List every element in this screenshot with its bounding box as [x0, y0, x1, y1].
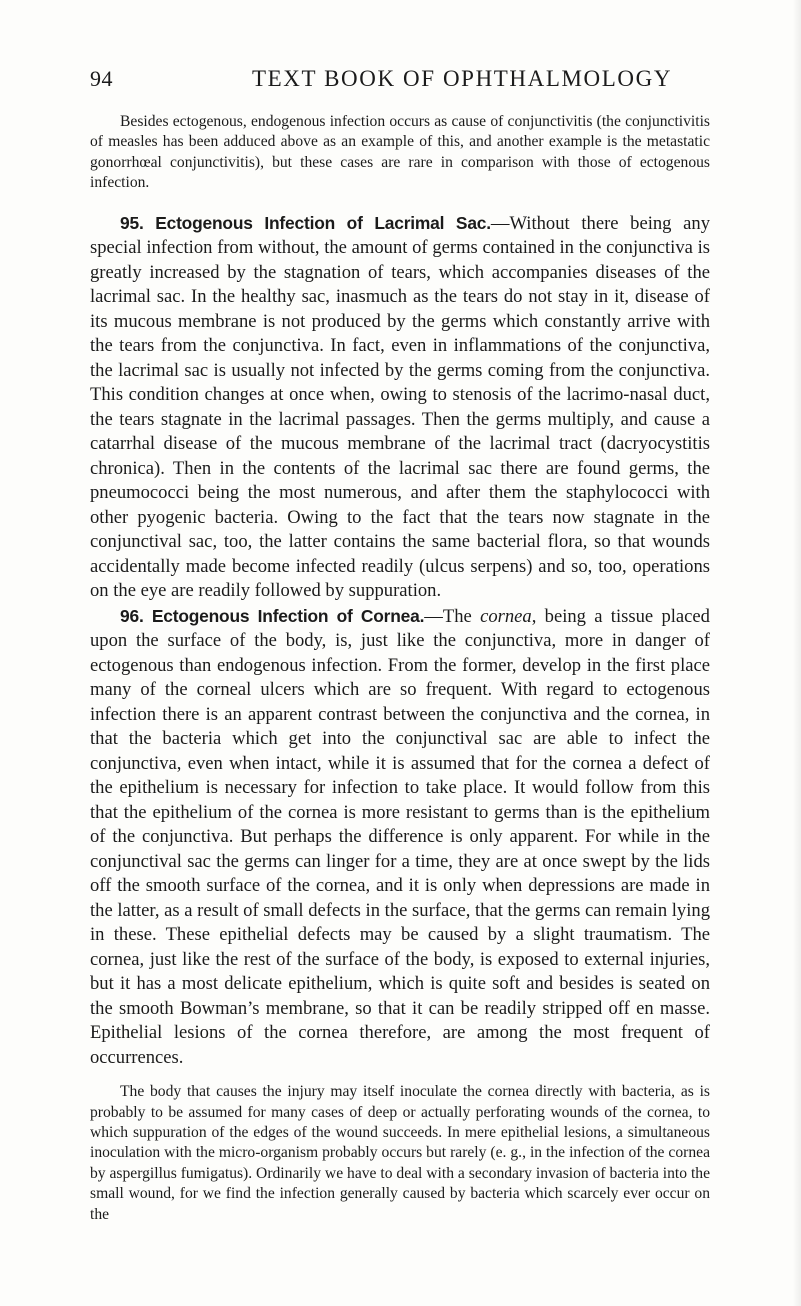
- section-96-italic-term: cornea: [480, 605, 532, 627]
- section-96-text-before: —The: [424, 605, 481, 627]
- page-body: [90, 112, 710, 1225]
- page-number: 94: [90, 66, 113, 91]
- section-95-text: —Without there being any special infection from without, the amount of germs contained in the conjunctiva is greatly increased by the stagnation of tears, which accompanies diseases of the lacrimal sac. In the healthy sac, inasmuch as the tears do not stay in it, disease of its mucous membrane is not produced by the germs which constantly arrive with the tears from the conjunctiva. In fact, even in inflammations of the conjunctiva, the lacrimal sac is usually not infected by the germs coming from the conjunctiva. This condition changes at once when, owing to stenosis of the lacrimo-nasal duct, the tears stagnate in the lacrimal passages. Then the germs multiply, and cause a catarrhal disease of the mucous membrane of the lacrimal tract (dacryocystitis chronica). Then in the contents of the lacrimal sac there are found germs, the pneumococci being the most numerous, and after them the staphylococci with other pyogenic bacteria. Owing to the fact that the tears now stagnate in the conjunctival sac, too, the latter contains the same bacterial flora, so that wounds accidentally made become infected readily (ulcus serpens) and so, too, operations on the eye are readily followed by suppuration.: [90, 212, 710, 602]
- scan-edge-shadow: [793, 0, 801, 1306]
- running-title: TEXT BOOK OF OPHTHALMOLOGY: [252, 66, 673, 91]
- section-95-heading: 95. Ectogenous Infection of Lacrimal Sac.: [120, 212, 491, 233]
- intro-paragraph: Besides ectogenous, endogenous infection occurs as cause of conjunctivitis (the conjunctivitis of measles has been adduced above as an example of this, and another example is the metastatic gonorrhœal conjunctivitis), but these cases are rare in comparison with those of ectogenous infection.: [90, 113, 710, 192]
- closing-paragraph: The body that causes the injury may itself inoculate the cornea directly with bacteria, as is probably to be assumed for many cases of deep or actually perforating wounds of the cornea, to which suppuration of the edges of the wound succeeds. In mere epithelial lesions, a simultaneous inoculation with the micro-organism probably occurs but rarely (e. g., in the infection of the cornea by aspergillus fumigatus). Ordinarily we have to deal with a secondary invasion of bacteria into the small wound, for we find the infection generally caused by bacteria which scarcely ever occur on the: [90, 1083, 710, 1223]
- running-head: [90, 66, 710, 100]
- section-95-paragraph: [90, 211, 710, 604]
- section-96-heading: 96. Ectogenous Infection of Cornea.: [120, 605, 425, 626]
- section-96-text-after: , being a tissue placed upon the surface of the body, is, just like the conjunctiva, more in danger of ectogenous than endogenous infection. From the former, develop in the first place many of the corneal ulcers which are so frequent. With regard to ectogenous infection there is an apparent contrast between the conjunctiva and the cornea, in that the bacteria which get into the conjunctival sac are able to infect the conjunctiva, even when intact, while it is assumed that for the cornea a defect of the epithelium is necessary for infection to take place. It would follow from this that the epithelium of the cornea is more resistant to germs than is the epithelium of the conjunctiva. But perhaps the difference is only apparent. For while in the conjunctival sac the germs can linger for a time, they are at once swept by the lids off the smooth surface of the cornea, and it is only when depressions are made in the latter, as a result of small defects in the surface, that the germs can remain lying in these. These epithelial defects may be caused by a slight traumatism. The cornea, just like the rest of the surface of the body, is exposed to external injuries, but it has a most delicate epithelium, which is quite soft and besides is seated on the smooth Bowman’s membrane, so that it can be readily stripped off en masse. Epithelial lesions of the cornea therefore, are among the most frequent of occurrences.: [90, 605, 710, 1068]
- section-96-paragraph: [90, 604, 710, 1071]
